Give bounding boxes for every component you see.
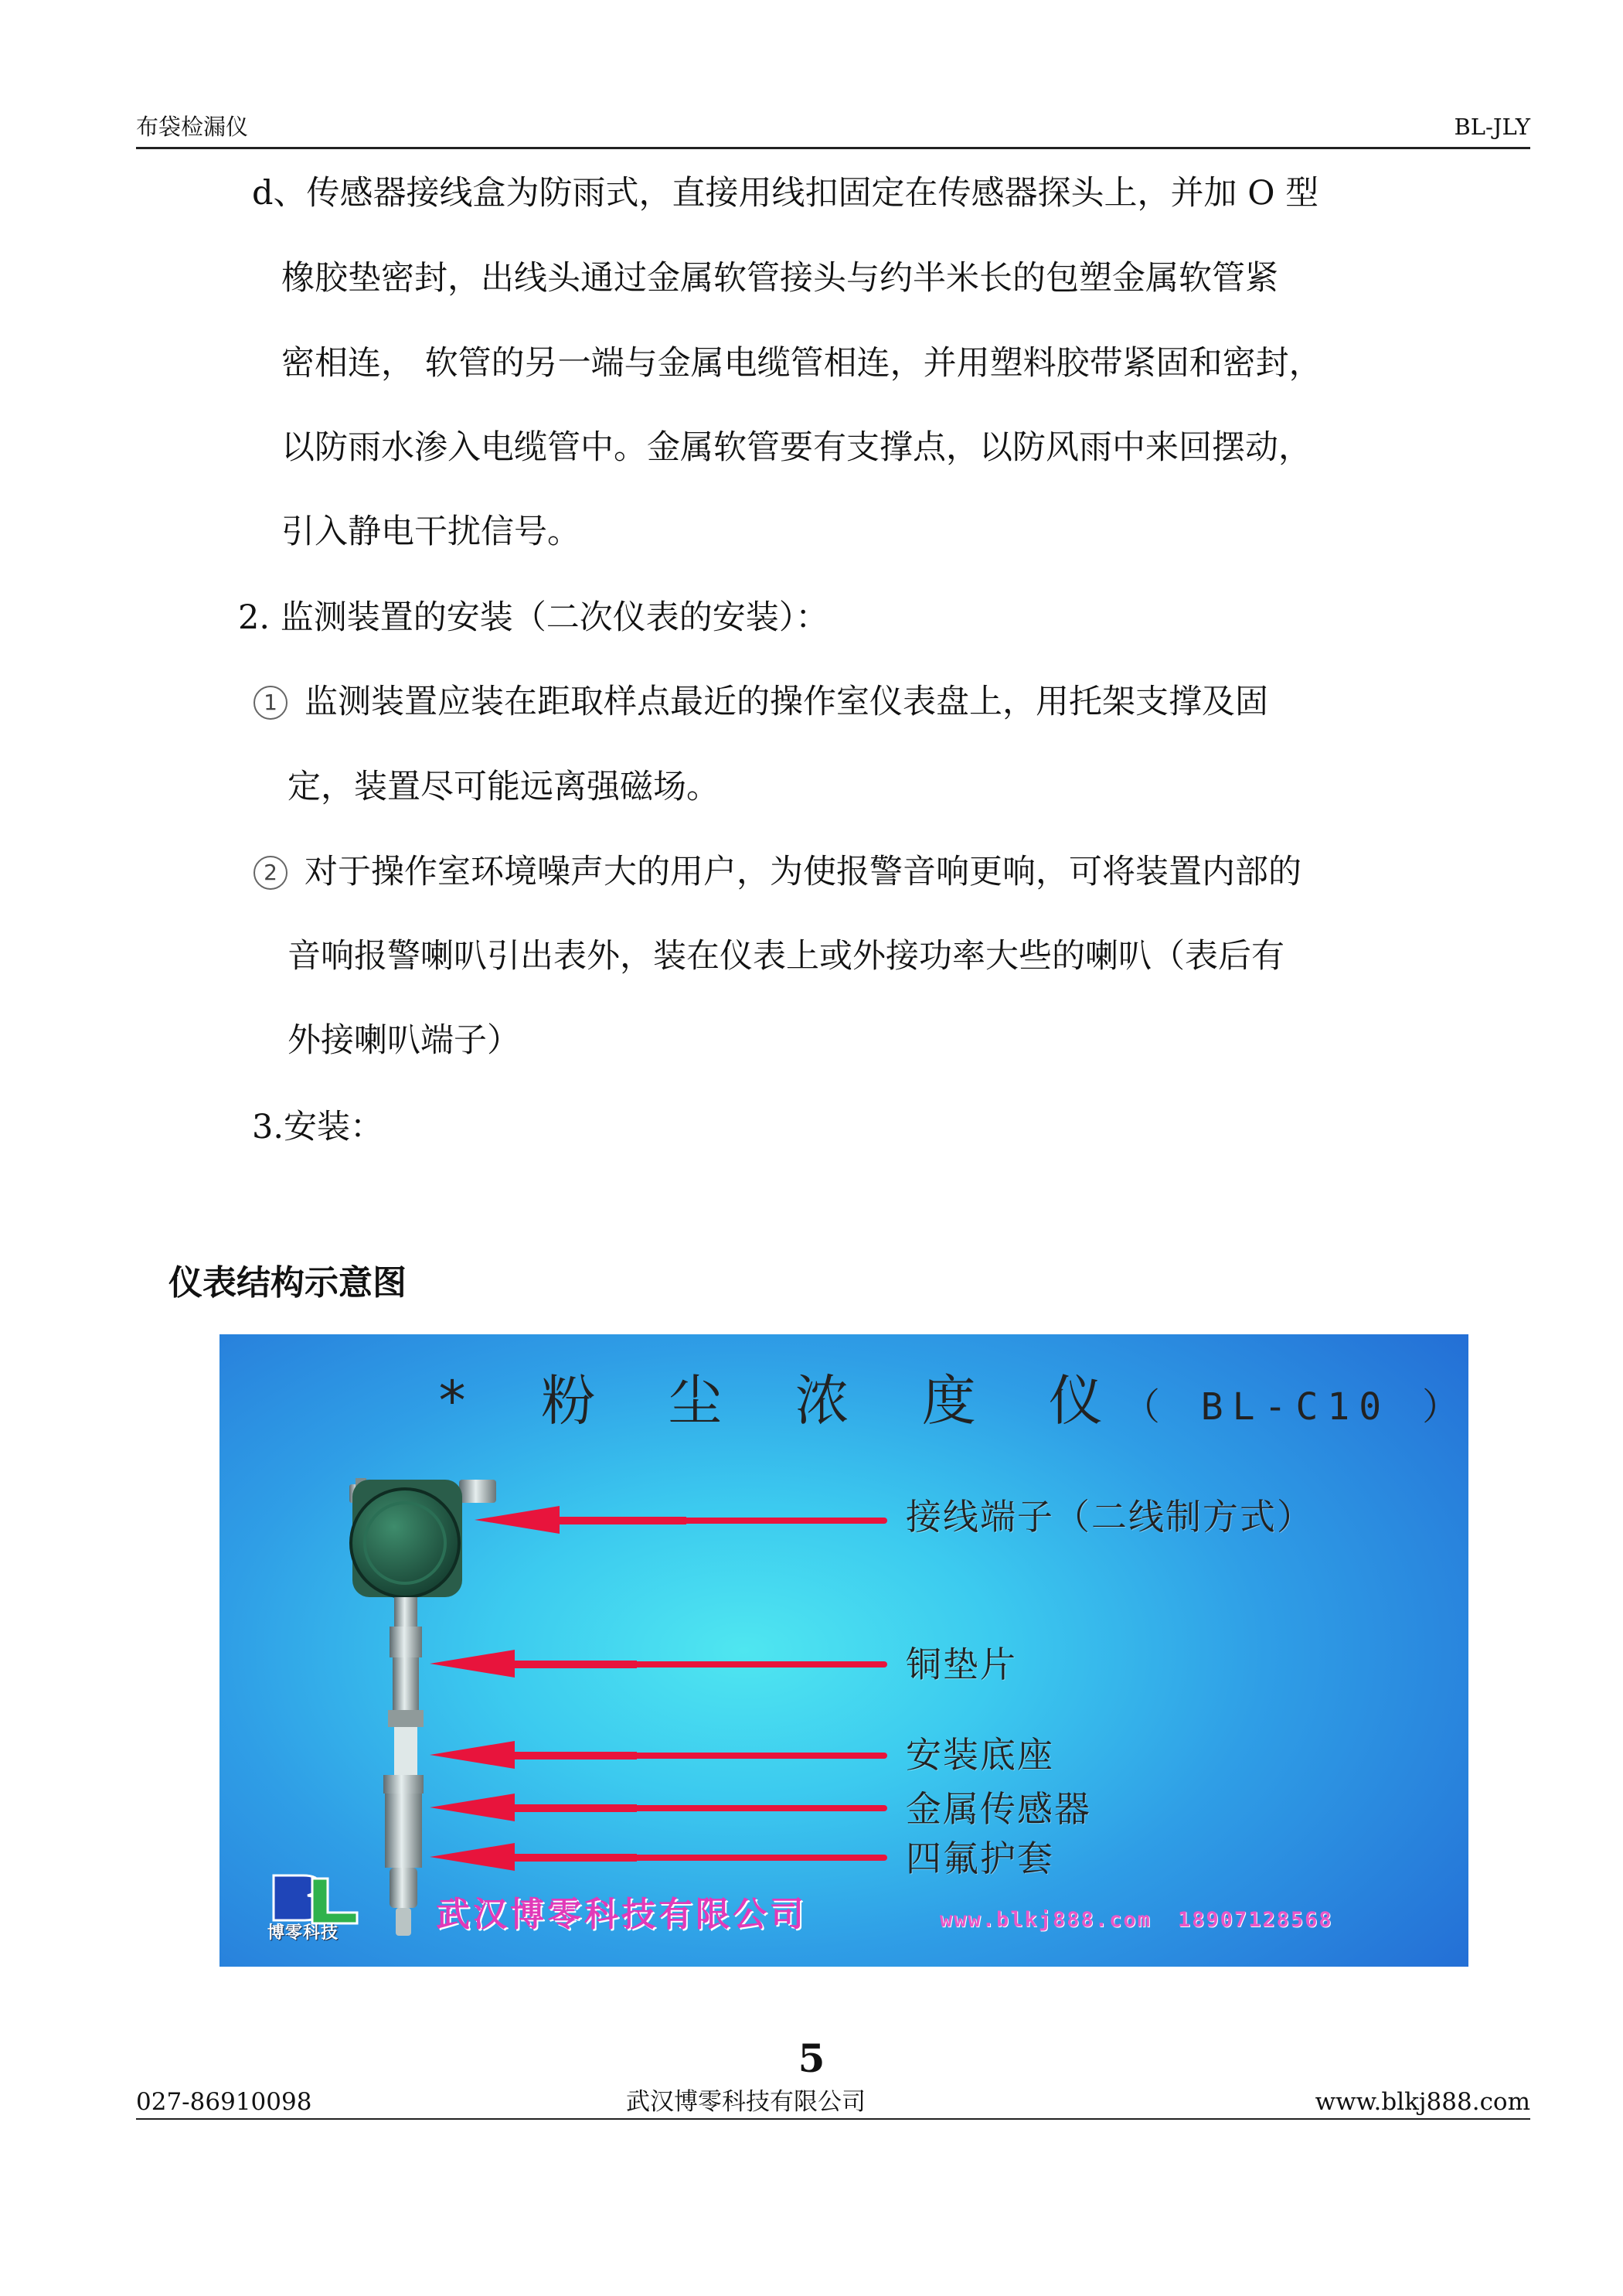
step-2-marker: 2 — [253, 856, 288, 890]
footer-divider — [136, 2118, 1530, 2120]
figure-website: www.blkj888.com — [940, 1908, 1152, 1932]
instrument-diagram — [219, 1334, 1468, 1967]
footer-company: 武汉博零科技有限公司 — [626, 2088, 866, 2116]
step-1-line-1: 监测装置应装在距取样点最近的操作室仪表盘上，用托架支撑及固 — [305, 683, 1268, 721]
figure-title-model: （ BL-C10 ） — [1122, 1385, 1468, 1429]
figure-title-main: * 粉 尘 浓 度 仪 — [436, 1369, 1123, 1432]
item-d-line-4: 以防雨水渗入电缆管中。金属软管要有支撑点，以防风雨中来回摆动， — [281, 428, 1312, 467]
header-divider — [136, 147, 1530, 149]
arrow-copper-gasket — [430, 1650, 884, 1678]
step-2-line-1: 对于操作室环境噪声大的用户，为使报警音响更响，可将装置内部的 — [305, 853, 1301, 891]
label-ptfe-sheath: 四氟护套 — [906, 1838, 1054, 1879]
item-d-line-5: 引入静电干扰信号。 — [281, 513, 580, 551]
page-number: 5 — [798, 2035, 825, 2081]
figure-company-name: 武汉博零科技有限公司 — [436, 1895, 807, 1934]
figure-section-title: 仪表结构示意图 — [168, 1263, 407, 1303]
figure-phone: 18907128568 — [1177, 1908, 1333, 1932]
footer-website[interactable]: www.blkj888.com — [1315, 2088, 1530, 2116]
section-3-heading: 3.安装： — [252, 1108, 384, 1146]
arrow-terminal — [475, 1506, 884, 1534]
company-logo — [274, 1875, 357, 1923]
header-title: 布袋检漏仪 — [136, 114, 249, 140]
item-d-line-1: d、传感器接线盒为防雨式，直接用线扣固定在传感器探头上，并加 O 型 — [252, 174, 1319, 213]
junction-box — [349, 1478, 496, 1597]
step-2-line-2: 音响报警喇叭引出表外，装在仪表上或外接功率大些的喇叭（表后有 — [288, 937, 1284, 976]
label-mounting-base: 安装底座 — [906, 1734, 1054, 1776]
logo-text: 博零科技 — [267, 1923, 339, 1943]
label-copper-gasket: 铜垫片 — [906, 1644, 1017, 1685]
step-2-line-3: 外接喇叭端子） — [288, 1021, 520, 1060]
instrument-structure-figure — [219, 1334, 1468, 1967]
item-d-line-3: 密相连， 软管的另一端与金属电缆管相连，并用塑料胶带紧固和密封， — [281, 344, 1322, 383]
figure-contact — [940, 1908, 1333, 1933]
step-1-line-2: 定，装置尽可能远离强磁场。 — [288, 768, 720, 806]
step-1 — [253, 683, 1268, 720]
item-d-line-2: 橡胶垫密封，出线头通过金属软管接头与约半米长的包塑金属软管紧 — [281, 259, 1278, 298]
header-model: BL-JLY — [1454, 114, 1530, 140]
step-2 — [253, 853, 1301, 891]
section-2-heading: 2. 监测装置的安装（二次仪表的安装）： — [238, 598, 829, 637]
step-1-marker: 1 — [253, 686, 288, 720]
sensor-body — [383, 1597, 424, 1936]
label-metal-sensor: 金属传感器 — [906, 1788, 1091, 1830]
footer-phone: 027-86910098 — [136, 2088, 312, 2116]
arrow-ptfe-sheath — [430, 1843, 884, 1871]
arrow-metal-sensor — [430, 1794, 884, 1821]
arrow-mounting-base — [430, 1741, 884, 1769]
label-terminal: 接线端子（二线制方式） — [906, 1496, 1314, 1538]
